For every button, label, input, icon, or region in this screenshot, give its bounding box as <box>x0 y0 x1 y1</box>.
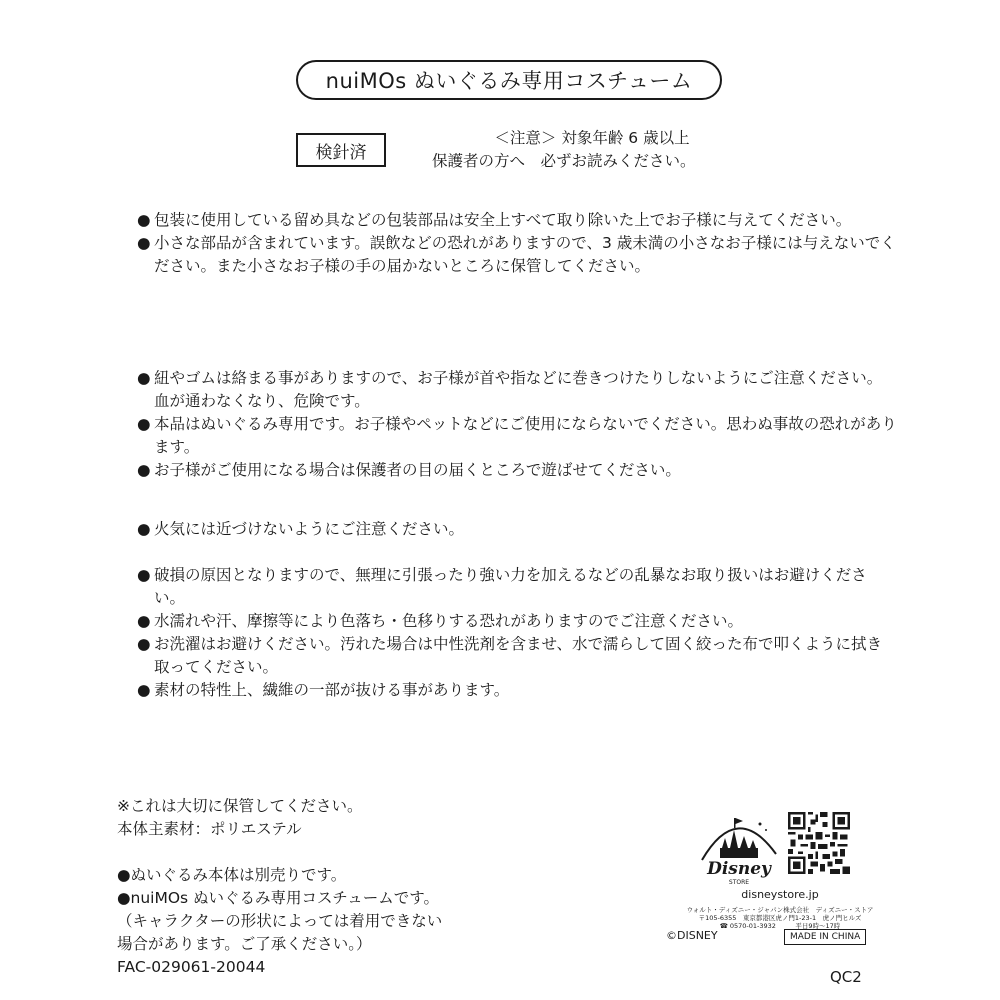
material-info: 本体主素材：ポリエステル <box>117 820 302 838</box>
qc-code: QC2 <box>830 968 862 986</box>
warning-item: ● 水濡れや汗、摩擦等により色落ち・色移りする恐れがありますのでご注意ください。 <box>137 610 897 633</box>
shape-note-line-2: 場合があります。ご了承ください。） <box>117 935 372 953</box>
needle-inspected-label: 検針済 <box>296 133 386 167</box>
disney-wordmark: Disney <box>707 859 771 879</box>
warning-item: ● 破損の原因となりますので、無理に引張ったり強い力を加えるなどの乱暴なお取り扱いはお避けください。 <box>137 564 897 610</box>
age-caution: ＜注意＞ 対象年齢 6 歳以上 <box>494 129 690 147</box>
costume-note: ●nuiMOs ぬいぐるみ専用コスチュームです。 <box>117 889 440 907</box>
warning-item: ● 小さな部品が含まれています。誤飲などの恐れがありますので、3 歳未満の小さなお子様には与えないでください。また小さなお子様の手の届かないところに保管してください。 <box>137 232 897 278</box>
qr-code <box>788 812 850 874</box>
website-url: disneystore.jp <box>741 888 819 901</box>
warning-item: ● 包装に使用している留め具などの包装部品は安全上すべて取り除いた上でお子様に与えてください。 <box>137 209 897 232</box>
warnings-group-4 <box>137 564 897 702</box>
shape-note-line-1: （キャラクターの形状によっては着用できない <box>117 912 443 930</box>
warnings-group-3 <box>137 518 897 541</box>
warnings-group-2 <box>137 367 897 482</box>
copyright-notice: ©DISNEY <box>666 929 718 942</box>
warning-item: ● 本品はぬいぐるみ専用です。お子様やペットなどにご使用にならないでください。思わぬ事故の恐れがあります。 <box>137 413 897 459</box>
warning-item: ● 火気には近づけないようにご注意ください。 <box>137 518 897 541</box>
warning-item: ● 紐やゴムは絡まる事がありますので、お子様が首や指などに巻きつけたりしないようにご注意ください。血が通わなくなり、危険です。 <box>137 367 897 413</box>
store-wordmark: STORE <box>728 879 750 886</box>
company-info <box>680 906 880 930</box>
guardian-notice: 保護者の方へ 必ずお読みください。 <box>432 152 696 170</box>
made-in-badge: MADE IN CHINA <box>784 929 866 945</box>
company-phone: ☎ 0570-01-3932 平日9時～17時 <box>719 922 841 930</box>
warning-item: ● お子様がご使用になる場合は保護者の目の届くところで遊ばせてください。 <box>137 459 897 482</box>
brand-area <box>666 808 880 948</box>
caution-header <box>432 127 752 173</box>
product-code: FAC-029061-20044 <box>117 958 266 976</box>
footer-notes <box>117 795 537 979</box>
sold-separately-note: ●ぬいぐるみ本体は別売りです。 <box>117 866 347 884</box>
warning-item: ● 素材の特性上、繊維の一部が抜ける事があります。 <box>137 679 897 702</box>
keep-note: ※これは大切に保管してください。 <box>117 797 363 815</box>
company-name: ウォルト・ディズニー・ジャパン株式会社 ディズニー・ストア <box>686 906 874 914</box>
disney-store-logo <box>692 808 782 888</box>
warning-item: ● お洗濯はお避けください。汚れた場合は中性洗剤を含ませ、水で濡らして固く絞った布で叩くように拭き取ってください。 <box>137 633 897 679</box>
warnings-group-1 <box>137 209 897 278</box>
company-address: 〒105-6355 東京都港区虎ノ門1-23-1 虎ノ門ヒルズ <box>698 914 862 922</box>
product-title: nuiMOs ぬいぐるみ専用コスチューム <box>296 60 722 100</box>
